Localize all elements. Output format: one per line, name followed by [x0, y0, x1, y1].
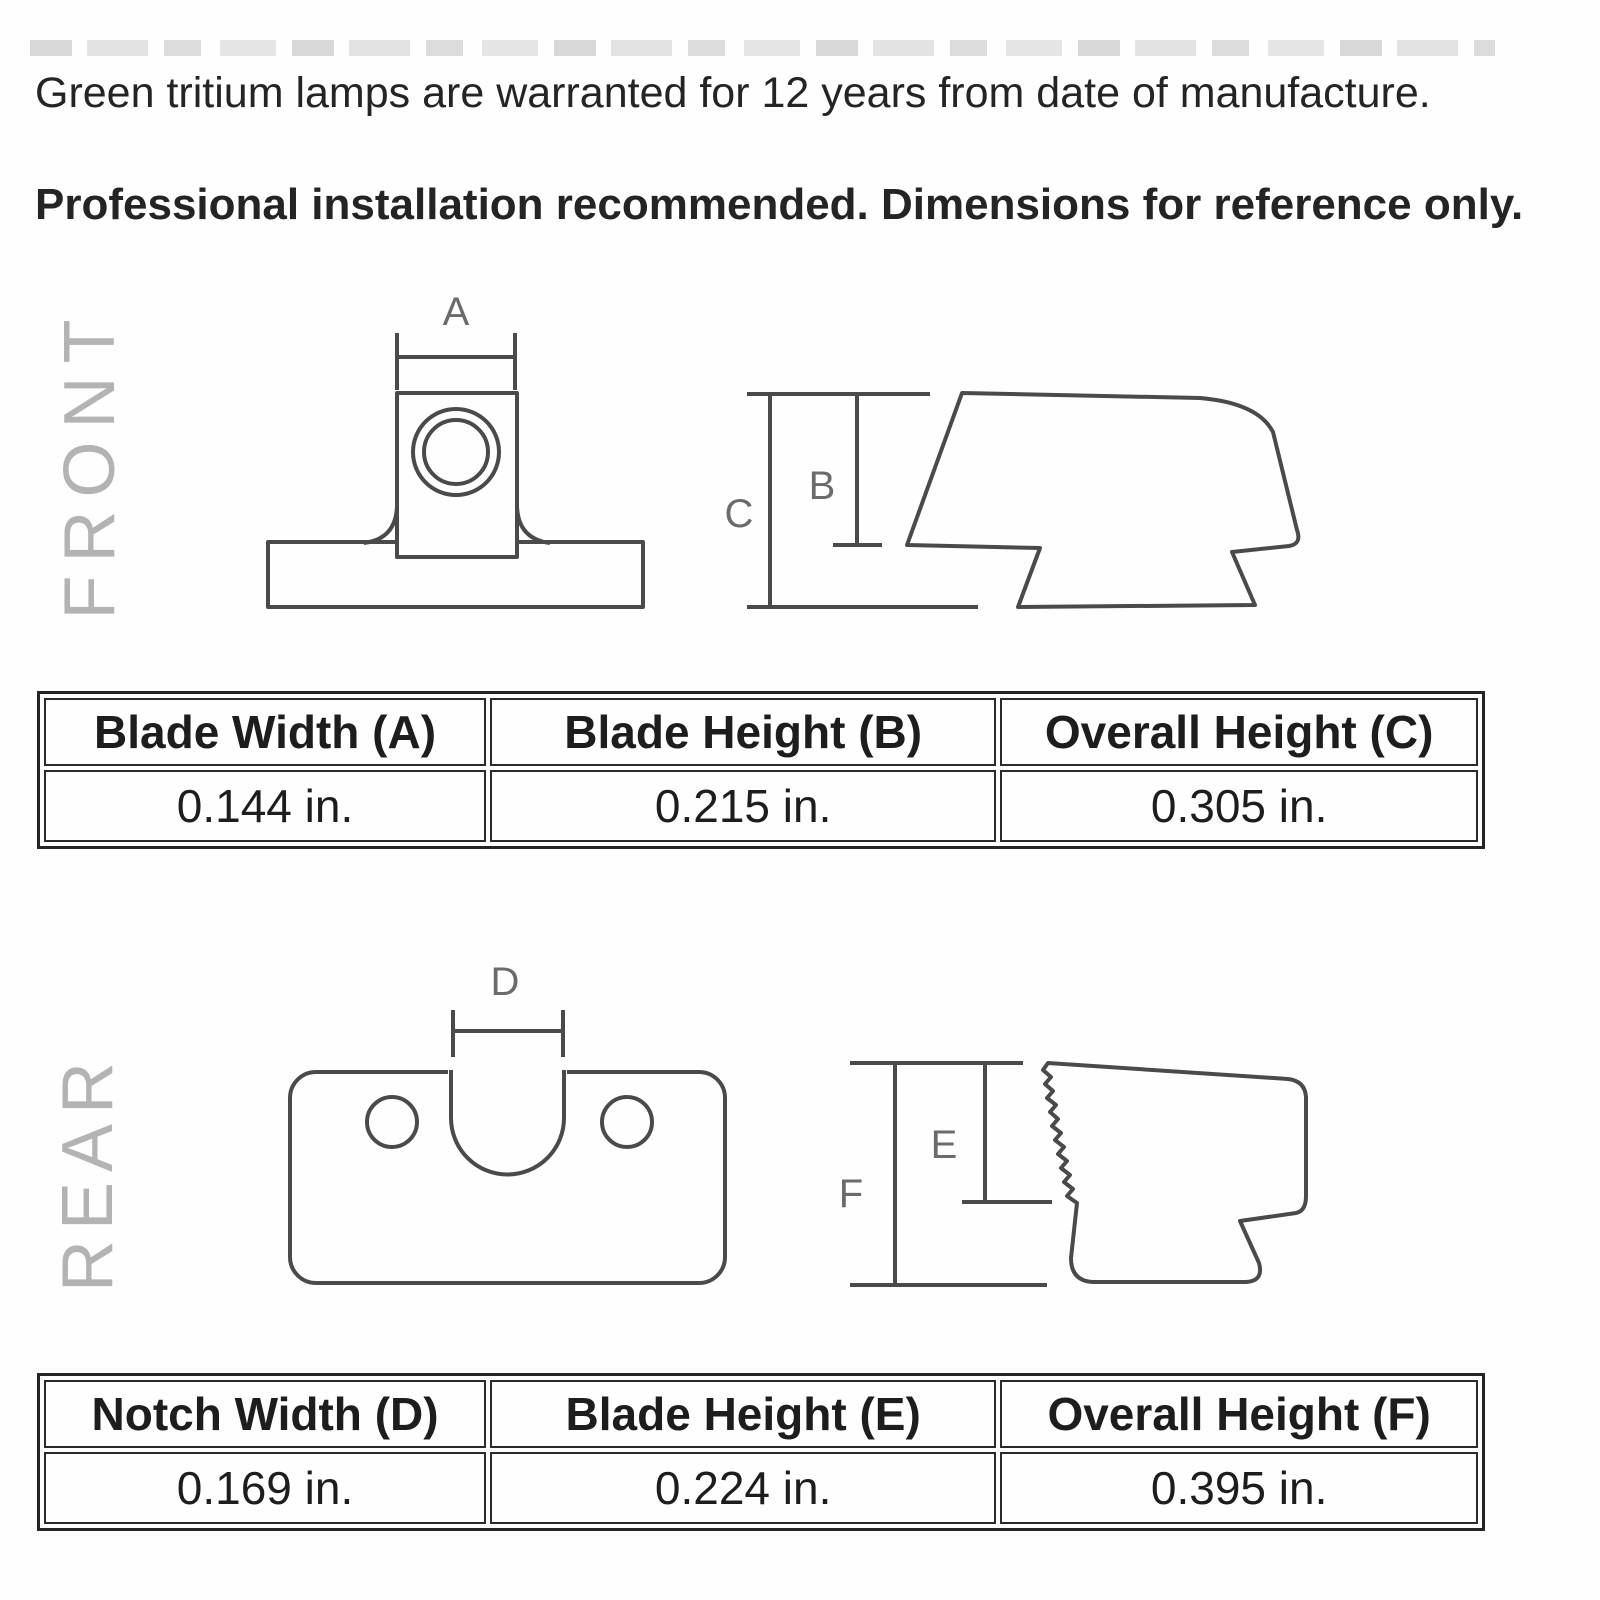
- front-sight-blade-outline: [397, 393, 517, 557]
- rear-sight-profile-outline: [1043, 1063, 1306, 1282]
- rear-dimensions-table: [37, 1373, 1485, 1531]
- warranty-text: Green tritium lamps are warranted for 12 years from date of manufacture.: [35, 69, 1431, 117]
- header-blade-width-a: Blade Width (A): [44, 698, 486, 766]
- front-section-watermark: FRONT: [50, 306, 130, 620]
- header-blade-height-e: Blade Height (E): [490, 1380, 996, 1448]
- dimension-b: [833, 394, 882, 545]
- dim-label-c: C: [724, 492, 754, 536]
- front-sight-profile-outline: [907, 393, 1298, 607]
- value-blade-height-e: 0.224 in.: [490, 1452, 996, 1524]
- value-notch-width-d: 0.169 in.: [44, 1452, 486, 1524]
- front-sight-fillet-right: [517, 506, 550, 543]
- dimension-a: [397, 333, 515, 390]
- dim-label-b: B: [808, 464, 836, 508]
- header-overall-height-c: Overall Height (C): [1000, 698, 1478, 766]
- value-blade-width-a: 0.144 in.: [44, 770, 486, 842]
- install-note-text: Professional installation recommended. Dimensions for reference only.: [35, 180, 1524, 229]
- front-sight-front-view: [268, 333, 643, 607]
- dim-label-f: F: [838, 1172, 864, 1216]
- dimension-e: [962, 1063, 1052, 1202]
- dim-label-e: E: [930, 1123, 958, 1167]
- table-header-row: [44, 1380, 1478, 1448]
- table-value-row: [44, 1452, 1478, 1524]
- table-value-row: [44, 770, 1478, 842]
- dim-label-a: A: [442, 290, 470, 334]
- dimension-d: [453, 1010, 563, 1057]
- front-dimensions-table: [37, 691, 1485, 849]
- dimension-f: [850, 1063, 1047, 1285]
- rear-sight-rear-view: [290, 1010, 725, 1283]
- value-overall-height-f: 0.395 in.: [1000, 1452, 1478, 1524]
- front-sight-fillet-left: [364, 506, 397, 543]
- value-overall-height-c: 0.305 in.: [1000, 770, 1478, 842]
- value-blade-height-b: 0.215 in.: [490, 770, 996, 842]
- header-overall-height-f: Overall Height (F): [1000, 1380, 1478, 1448]
- header-notch-width-d: Notch Width (D): [44, 1380, 486, 1448]
- rear-sight-side-view: [850, 1063, 1306, 1285]
- rear-section-watermark: REAR: [48, 1051, 128, 1293]
- table-header-row: [44, 698, 1478, 766]
- dim-label-d: D: [490, 960, 520, 1004]
- header-blade-height-b: Blade Height (B): [490, 698, 996, 766]
